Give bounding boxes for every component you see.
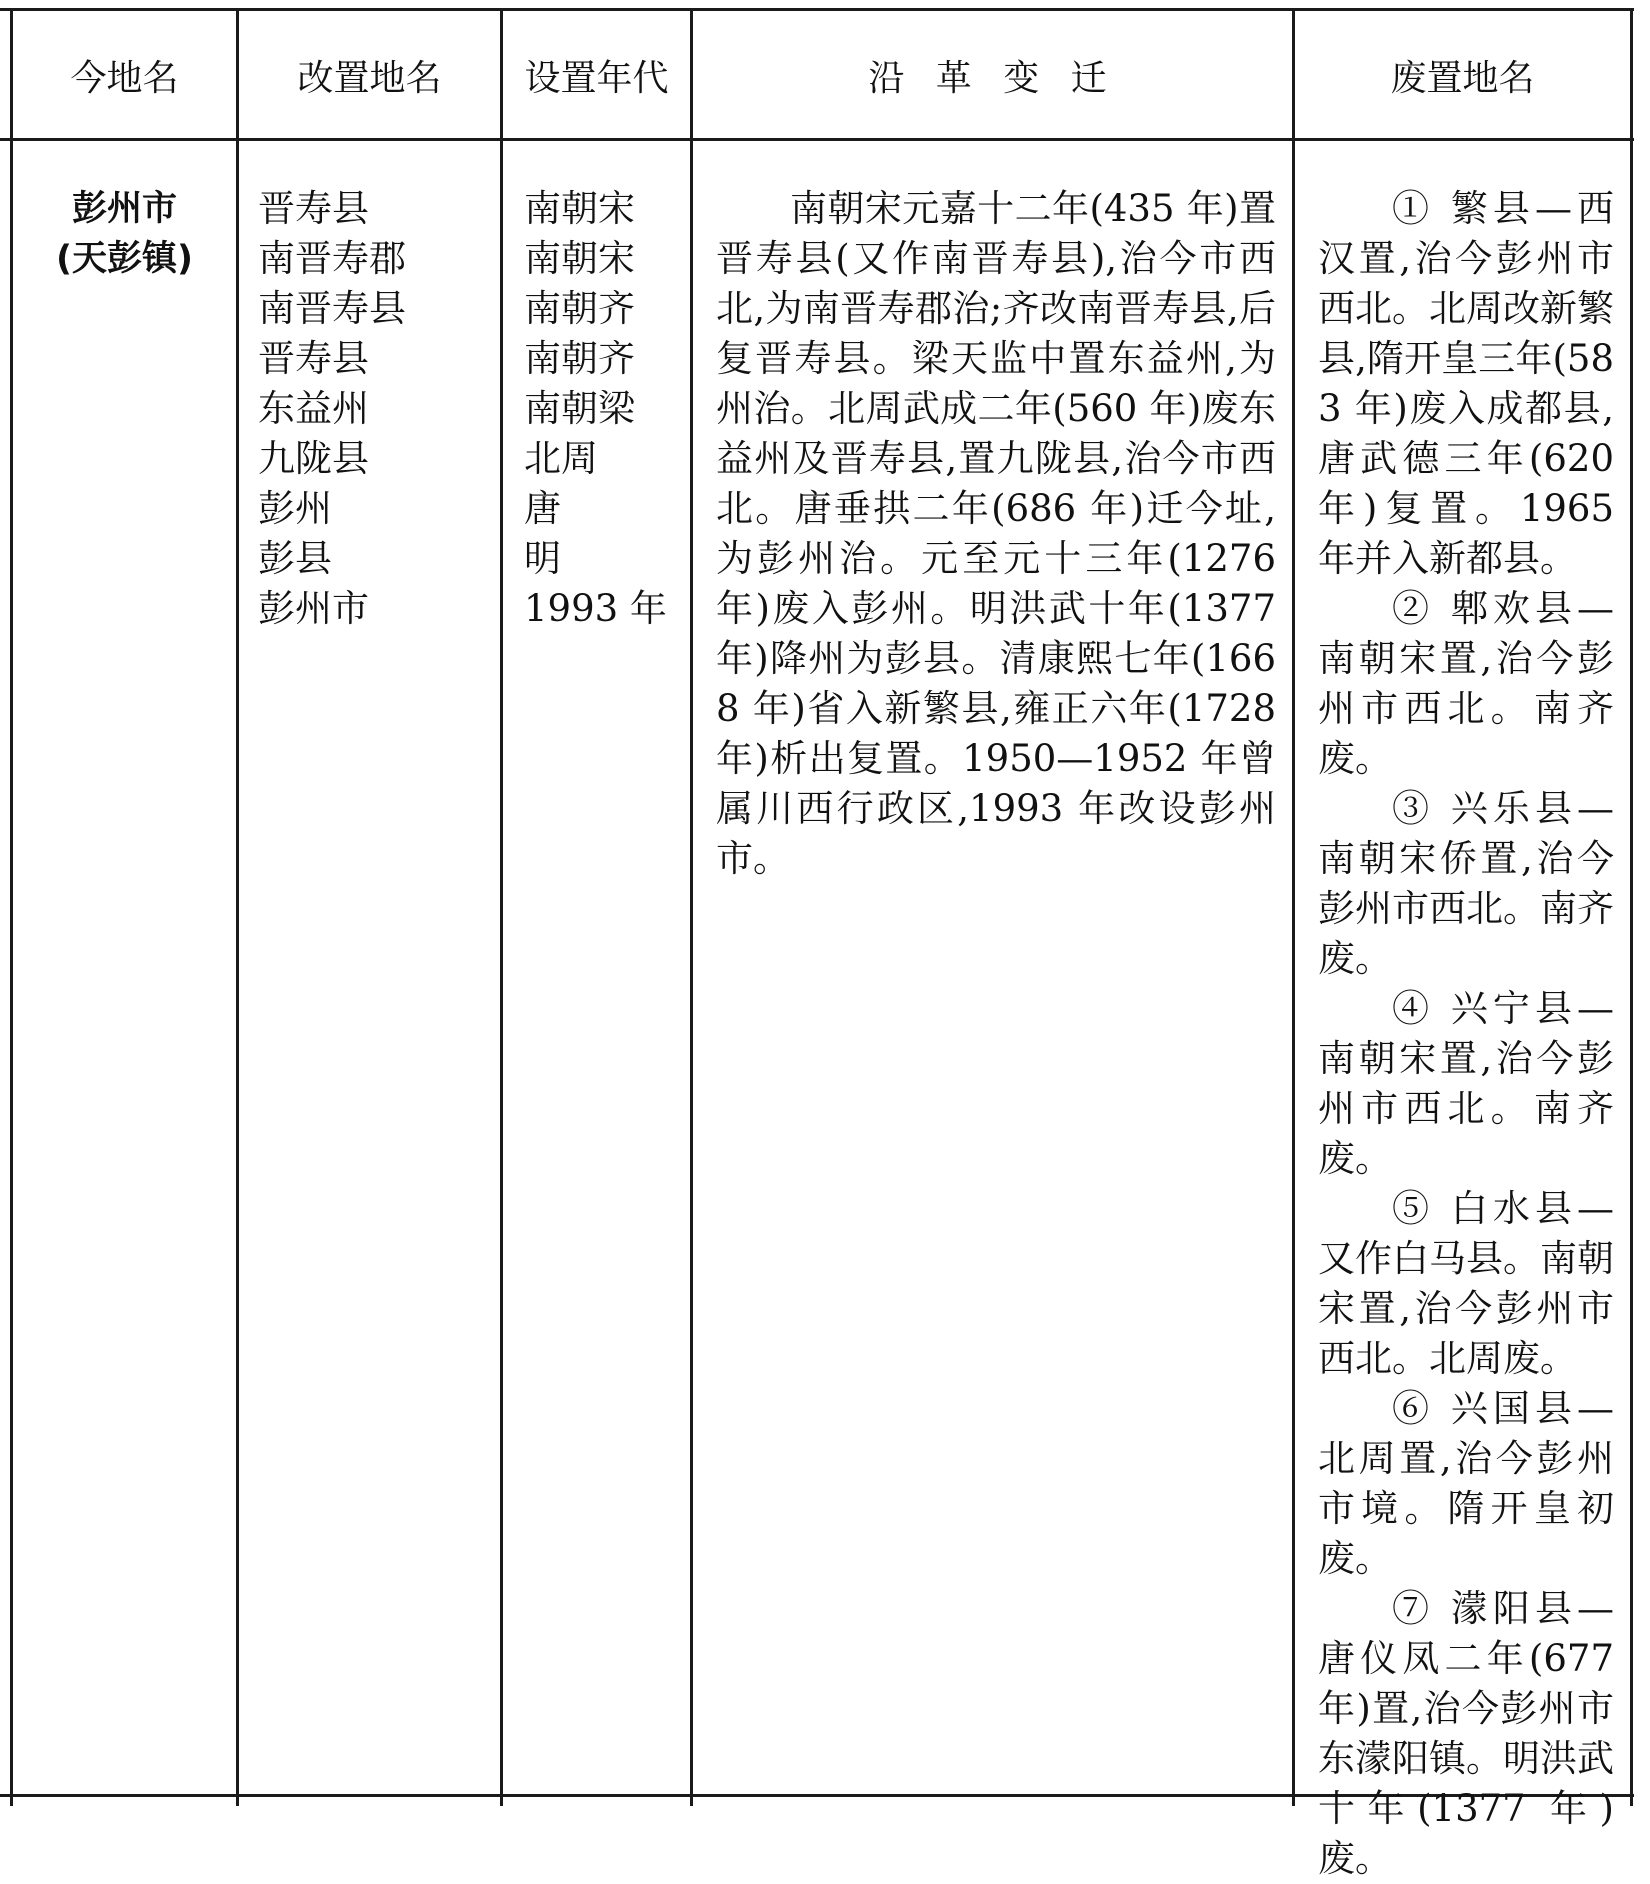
list-item: ④ 兴宁县—南朝宋置,治今彭州市西北。南齐废。 bbox=[1318, 987, 1614, 1180]
list-item: 彭州市 bbox=[258, 587, 369, 630]
list-item: 明 bbox=[524, 537, 561, 580]
header-abolished-label: 废置地名 bbox=[1390, 57, 1535, 99]
list-item: 南朝齐 bbox=[524, 337, 635, 380]
header-current-name bbox=[13, 10, 236, 140]
list-item: 南朝宋 bbox=[524, 237, 635, 280]
list-item: 东益州 bbox=[258, 387, 369, 430]
list-item: 彭县 bbox=[258, 537, 332, 580]
periods-list bbox=[524, 184, 667, 634]
col-divider-4 bbox=[1292, 8, 1295, 1806]
history-cell bbox=[716, 184, 1276, 884]
list-item: 南朝齐 bbox=[524, 287, 635, 330]
list-item: ① 繁县—西汉置,治今彭州市西北。北周改新繁县,隋开皇三年(583 年)废入成都县,唐武德三年(620 年)复置。1965 年并入新都县。 bbox=[1318, 187, 1614, 580]
header-history-label: 沿 革 变 迁 bbox=[868, 57, 1117, 99]
list-item: ⑦ 濛阳县—唐仪凤二年(677 年)置,治今彭州市东濛阳镇。明洪武十年(1377 年)废。 bbox=[1318, 1587, 1614, 1880]
list-item: 南朝宋 bbox=[524, 187, 635, 230]
header-current-name-label: 今地名 bbox=[70, 57, 179, 99]
header-changed-names-label: 改置地名 bbox=[297, 57, 442, 99]
col-divider-1 bbox=[236, 8, 239, 1806]
list-item: 1993 年 bbox=[524, 587, 667, 630]
list-item: 彭州 bbox=[258, 487, 332, 530]
header-changed-names bbox=[239, 10, 500, 140]
list-item: ⑤ 白水县—又作白马县。南朝宋置,治今彭州市西北。北周废。 bbox=[1318, 1187, 1614, 1380]
right-border bbox=[1630, 8, 1633, 1806]
col-divider-3 bbox=[690, 8, 693, 1806]
changed-names-list bbox=[258, 184, 406, 634]
list-item: 晋寿县 bbox=[258, 337, 369, 380]
list-item: 九陇县 bbox=[258, 437, 369, 480]
history-paragraph: 南朝宋元嘉十二年(435 年)置晋寿县(又作南晋寿县),治今市西北,为南晋寿郡治;齐改南晋寿县,后复晋寿县。梁天监中置东益州,为州治。北周武成二年(560 年)废东益州及晋寿县,置九陇县,治今市西北。唐垂拱二年(686 年)迁今址,为彭州治。元至元十三年(1276 年)废入彭州。明洪武十年(1377 年)降州为彭县。清康熙七年(1668 年)省入新繁县,雍正六年(1728 年)析出复置。1950—1952 年曾属川西行政区,1993 年改设彭州市。 bbox=[716, 187, 1276, 880]
abolished-cell bbox=[1318, 184, 1614, 1884]
list-item: 南晋寿县 bbox=[258, 287, 406, 330]
list-item: 唐 bbox=[524, 487, 561, 530]
header-abolished bbox=[1295, 10, 1630, 140]
header-period bbox=[503, 10, 690, 140]
list-item: ③ 兴乐县—南朝宋侨置,治今彭州市西北。南齐废。 bbox=[1318, 787, 1614, 980]
list-item: 南朝梁 bbox=[524, 387, 635, 430]
list-item: 晋寿县 bbox=[258, 187, 369, 230]
header-history bbox=[693, 10, 1292, 140]
list-item: 南晋寿郡 bbox=[258, 237, 406, 280]
header-period-label: 设置年代 bbox=[524, 57, 669, 99]
list-item: 北周 bbox=[524, 437, 598, 480]
list-item: ② 郫欢县—南朝宋置,治今彭州市西北。南齐废。 bbox=[1318, 587, 1614, 780]
col-divider-2 bbox=[500, 8, 503, 1806]
current-name-cell bbox=[13, 184, 236, 284]
current-name: 彭州市 bbox=[71, 189, 177, 229]
list-item: ⑥ 兴国县—北周置,治今彭州市境。隋开皇初废。 bbox=[1318, 1387, 1614, 1580]
current-seat: (天彭镇) bbox=[56, 239, 193, 279]
